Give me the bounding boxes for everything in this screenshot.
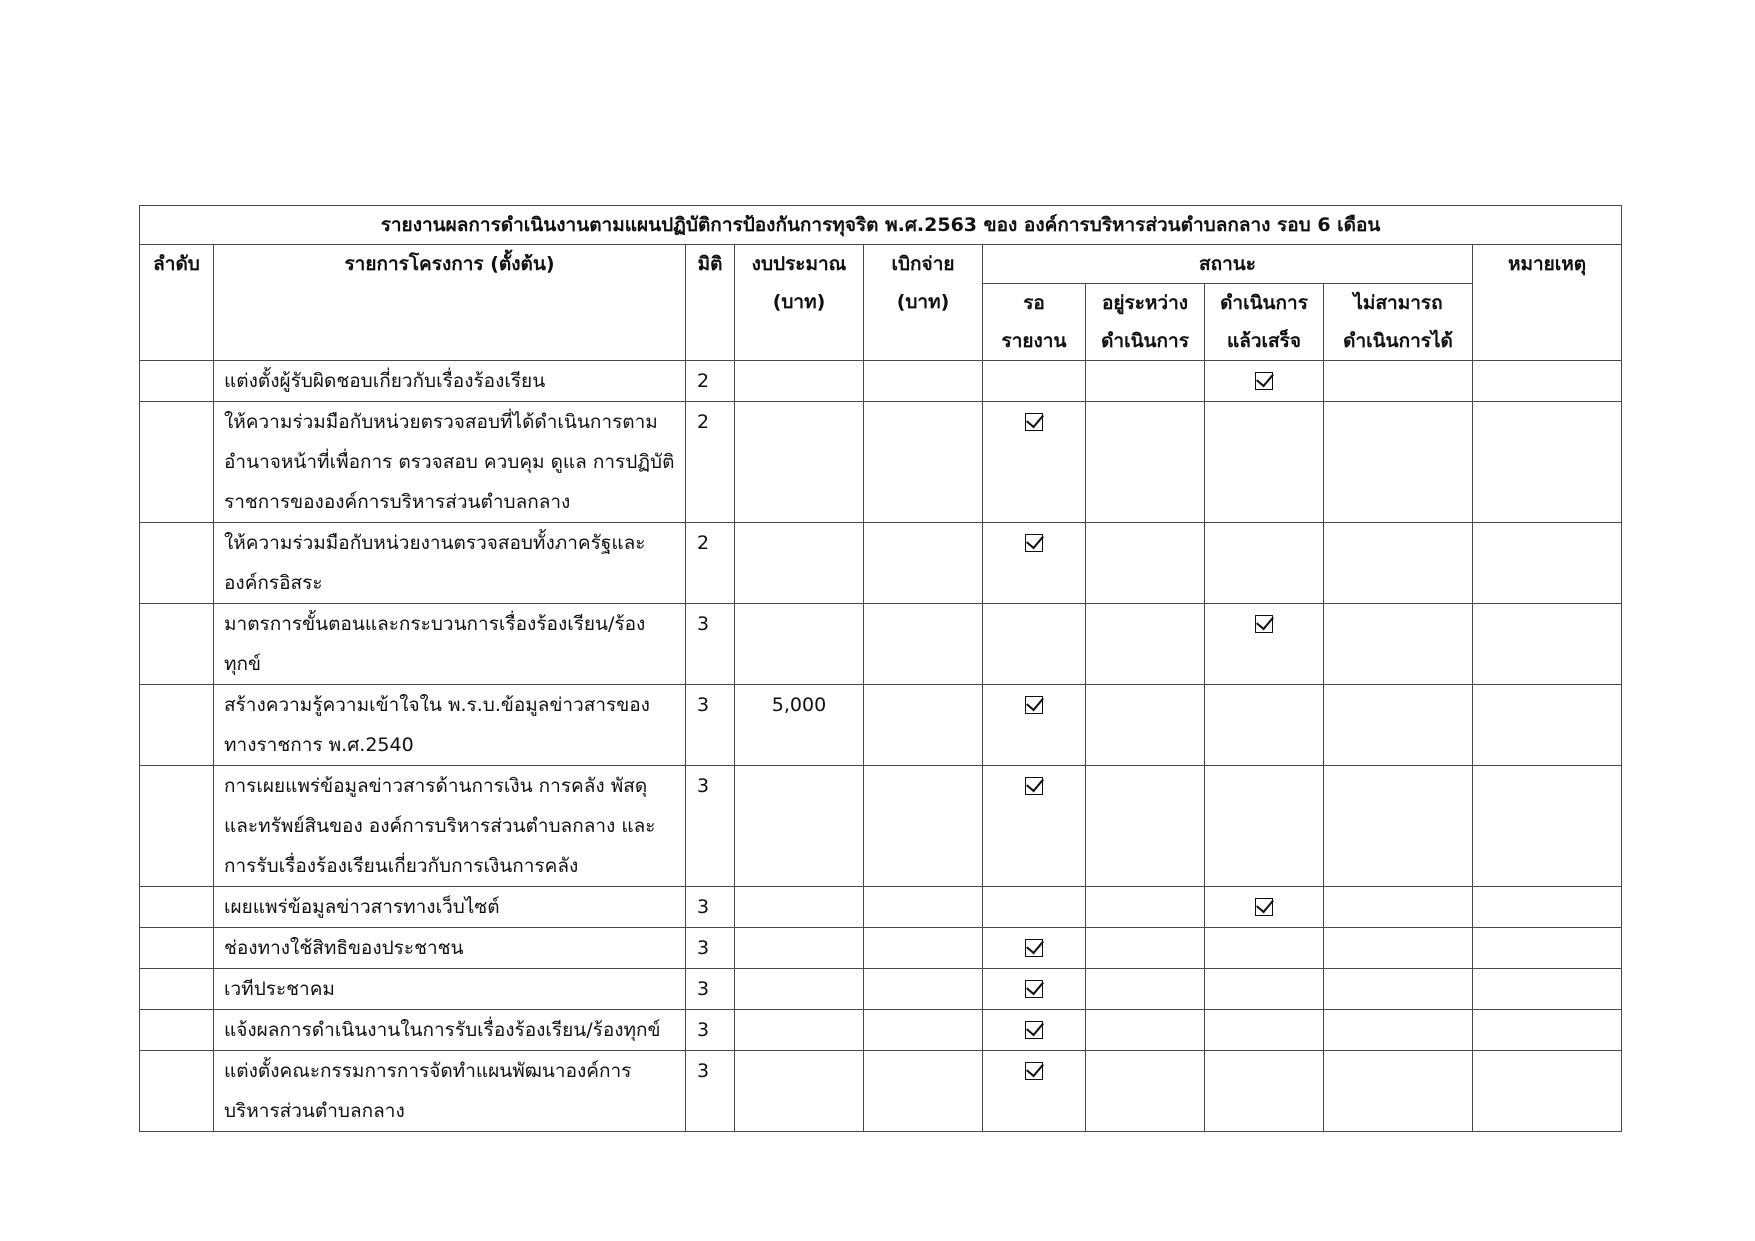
checkbox-checked-icon [1025, 939, 1043, 957]
row-note [1473, 887, 1622, 928]
row-dimension: 3 [686, 1051, 735, 1132]
row-note [1473, 361, 1622, 402]
row-status-unable [1324, 523, 1473, 604]
table-row [140, 523, 1622, 604]
header-disburse [864, 245, 983, 361]
header-disburse-line2: (บาท) [896, 291, 950, 313]
header-status-done-line1: ดำเนินการ [1220, 292, 1308, 314]
row-budget [735, 1010, 864, 1051]
row-seq [140, 604, 214, 685]
row-status-inprogress [1086, 604, 1205, 685]
row-dimension: 3 [686, 928, 735, 969]
checkbox-checked-icon [1025, 1021, 1043, 1039]
row-disbursed [864, 969, 983, 1010]
header-status-inprogress [1086, 284, 1205, 361]
header-status-inprogress-line1: อยู่ระหว่าง [1101, 292, 1189, 314]
report-body [140, 361, 1622, 1132]
header-status-pending-line1: รอ [1023, 292, 1045, 314]
row-status-pending [983, 1010, 1086, 1051]
header-status-pending [983, 284, 1086, 361]
row-seq [140, 685, 214, 766]
row-status-done [1205, 402, 1324, 523]
row-seq [140, 1051, 214, 1132]
row-status-inprogress [1086, 887, 1205, 928]
row-project-name: ให้ความร่วมมือกับหน่วยงานตรวจสอบทั้งภาครัฐและองค์กรอิสระ [214, 523, 686, 604]
header-seq-label: ลำดับ [153, 253, 200, 275]
row-status-inprogress [1086, 402, 1205, 523]
header-budget-line1: งบประมาณ [751, 253, 847, 275]
row-seq [140, 969, 214, 1010]
row-note [1473, 604, 1622, 685]
checkbox-checked-icon [1025, 534, 1043, 552]
row-seq [140, 928, 214, 969]
table-row [140, 1051, 1622, 1132]
row-status-pending [983, 402, 1086, 523]
row-status-inprogress [1086, 928, 1205, 969]
row-status-unable [1324, 928, 1473, 969]
row-disbursed [864, 402, 983, 523]
row-status-done [1205, 766, 1324, 887]
header-status-unable-line1: ไม่สามารถ [1353, 292, 1443, 314]
header-status-done [1205, 284, 1324, 361]
row-note [1473, 402, 1622, 523]
row-project-name: แต่งตั้งผู้รับผิดชอบเกี่ยวกับเรื่องร้องเรียน [214, 361, 686, 402]
table-row [140, 685, 1622, 766]
row-note [1473, 685, 1622, 766]
row-project-name: แจ้งผลการดำเนินงานในการรับเรื่องร้องเรียน/ร้องทุกข์ [214, 1010, 686, 1051]
row-status-pending [983, 1051, 1086, 1132]
row-project-name: ให้ความร่วมมือกับหน่วยตรวจสอบที่ได้ดำเนินการตามอำนาจหน้าที่เพื่อการ ตรวจสอบ ควบคุม ดูแล การปฏิบัติราชการขององค์การบริหารส่วนตำบลกลาง [214, 402, 686, 523]
header-status-unable [1324, 284, 1473, 361]
header-project-label: รายการโครงการ (ตั้งต้น) [344, 253, 555, 275]
row-status-pending [983, 685, 1086, 766]
header-budget [735, 245, 864, 361]
header-dimension-label: มิติ [697, 253, 723, 275]
row-status-unable [1324, 766, 1473, 887]
row-status-pending [983, 887, 1086, 928]
row-dimension: 3 [686, 685, 735, 766]
row-project-name: สร้างความรู้ความเข้าใจใน พ.ร.บ.ข้อมูลข่าวสารของทางราชการ พ.ศ.2540 [214, 685, 686, 766]
row-budget: 5,000 [735, 685, 864, 766]
row-dimension: 3 [686, 766, 735, 887]
row-status-inprogress [1086, 361, 1205, 402]
row-status-pending [983, 604, 1086, 685]
checkbox-checked-icon [1255, 372, 1273, 390]
header-disburse-line1: เบิกจ่าย [891, 253, 955, 275]
header-status-inprogress-line2: ดำเนินการ [1101, 330, 1189, 352]
row-budget [735, 523, 864, 604]
row-dimension: 3 [686, 604, 735, 685]
row-seq [140, 523, 214, 604]
row-status-pending [983, 523, 1086, 604]
row-status-inprogress [1086, 1010, 1205, 1051]
row-note [1473, 928, 1622, 969]
header-project [214, 245, 686, 361]
table-row [140, 1010, 1622, 1051]
row-dimension: 2 [686, 523, 735, 604]
row-note [1473, 766, 1622, 887]
row-seq [140, 1010, 214, 1051]
row-status-done [1205, 1010, 1324, 1051]
row-disbursed [864, 523, 983, 604]
header-status: สถานะ [983, 245, 1473, 284]
row-status-inprogress [1086, 1051, 1205, 1132]
row-disbursed [864, 1010, 983, 1051]
row-project-name: เวทีประชาคม [214, 969, 686, 1010]
row-status-done [1205, 969, 1324, 1010]
row-project-name: แต่งตั้งคณะกรรมการการจัดทำแผนพัฒนาองค์การบริหารส่วนตำบลกลาง [214, 1051, 686, 1132]
row-dimension: 3 [686, 969, 735, 1010]
row-note [1473, 1010, 1622, 1051]
row-dimension: 3 [686, 1010, 735, 1051]
header-seq [140, 245, 214, 361]
row-status-inprogress [1086, 523, 1205, 604]
checkbox-checked-icon [1025, 980, 1043, 998]
row-budget [735, 887, 864, 928]
row-status-pending [983, 766, 1086, 887]
row-disbursed [864, 766, 983, 887]
row-status-done [1205, 604, 1324, 685]
header-note [1473, 245, 1622, 361]
row-status-pending [983, 928, 1086, 969]
row-project-name: การเผยแพร่ข้อมูลข่าวสารด้านการเงิน การคลัง พัสดุ และทรัพย์สินของ องค์การบริหารส่วนตำบลกลาง และการรับเรื่องร้องเรียนเกี่ยวกับการเงินการคลัง [214, 766, 686, 887]
checkbox-checked-icon [1025, 777, 1043, 795]
row-status-unable [1324, 887, 1473, 928]
row-status-unable [1324, 361, 1473, 402]
row-status-inprogress [1086, 969, 1205, 1010]
row-note [1473, 523, 1622, 604]
row-status-done [1205, 685, 1324, 766]
row-status-done [1205, 887, 1324, 928]
header-note-label: หมายเหตุ [1507, 253, 1587, 275]
row-budget [735, 969, 864, 1010]
row-project-name: เผยแพร่ข้อมูลข่าวสารทางเว็บไซต์ [214, 887, 686, 928]
header-status-done-line2: แล้วเสร็จ [1227, 330, 1301, 352]
row-dimension: 2 [686, 361, 735, 402]
row-status-unable [1324, 685, 1473, 766]
row-seq [140, 402, 214, 523]
row-status-done [1205, 928, 1324, 969]
row-budget [735, 402, 864, 523]
row-project-name: ช่องทางใช้สิทธิของประชาชน [214, 928, 686, 969]
row-disbursed [864, 887, 983, 928]
row-dimension: 2 [686, 402, 735, 523]
table-row [140, 887, 1622, 928]
row-budget [735, 361, 864, 402]
row-disbursed [864, 928, 983, 969]
row-project-name: มาตรการขั้นตอนและกระบวนการเรื่องร้องเรียน/ร้องทุกข์ [214, 604, 686, 685]
table-row [140, 766, 1622, 887]
checkbox-checked-icon [1025, 696, 1043, 714]
row-disbursed [864, 604, 983, 685]
row-disbursed [864, 361, 983, 402]
row-status-unable [1324, 1051, 1473, 1132]
row-status-pending [983, 361, 1086, 402]
row-status-inprogress [1086, 685, 1205, 766]
row-status-done [1205, 361, 1324, 402]
checkbox-checked-icon [1025, 413, 1043, 431]
row-seq [140, 766, 214, 887]
row-budget [735, 604, 864, 685]
row-budget [735, 1051, 864, 1132]
row-budget [735, 928, 864, 969]
checkbox-checked-icon [1255, 898, 1273, 916]
row-status-inprogress [1086, 766, 1205, 887]
table-row [140, 402, 1622, 523]
header-dimension [686, 245, 735, 361]
header-status-unable-line2: ดำเนินการได้ [1343, 330, 1453, 352]
table-row [140, 928, 1622, 969]
report-title: รายงานผลการดำเนินงานตามแผนปฏิบัติการป้องกันการทุจริต พ.ศ.2563 ของ องค์การบริหารส่วนตำบลกลาง รอบ 6 เดือน [140, 206, 1622, 245]
row-status-pending [983, 969, 1086, 1010]
row-note [1473, 1051, 1622, 1132]
checkbox-checked-icon [1255, 615, 1273, 633]
row-disbursed [864, 685, 983, 766]
report-table [139, 205, 1622, 1132]
row-budget [735, 766, 864, 887]
row-status-unable [1324, 402, 1473, 523]
table-row [140, 361, 1622, 402]
row-status-done [1205, 1051, 1324, 1132]
row-status-done [1205, 523, 1324, 604]
row-seq [140, 361, 214, 402]
table-row [140, 969, 1622, 1010]
row-note [1473, 969, 1622, 1010]
row-dimension: 3 [686, 887, 735, 928]
checkbox-checked-icon [1025, 1062, 1043, 1080]
header-status-pending-line2: รายงาน [1001, 330, 1067, 352]
header-budget-line2: (บาท) [772, 291, 826, 313]
table-row [140, 604, 1622, 685]
row-status-unable [1324, 969, 1473, 1010]
row-status-unable [1324, 604, 1473, 685]
row-disbursed [864, 1051, 983, 1132]
row-status-unable [1324, 1010, 1473, 1051]
row-seq [140, 887, 214, 928]
